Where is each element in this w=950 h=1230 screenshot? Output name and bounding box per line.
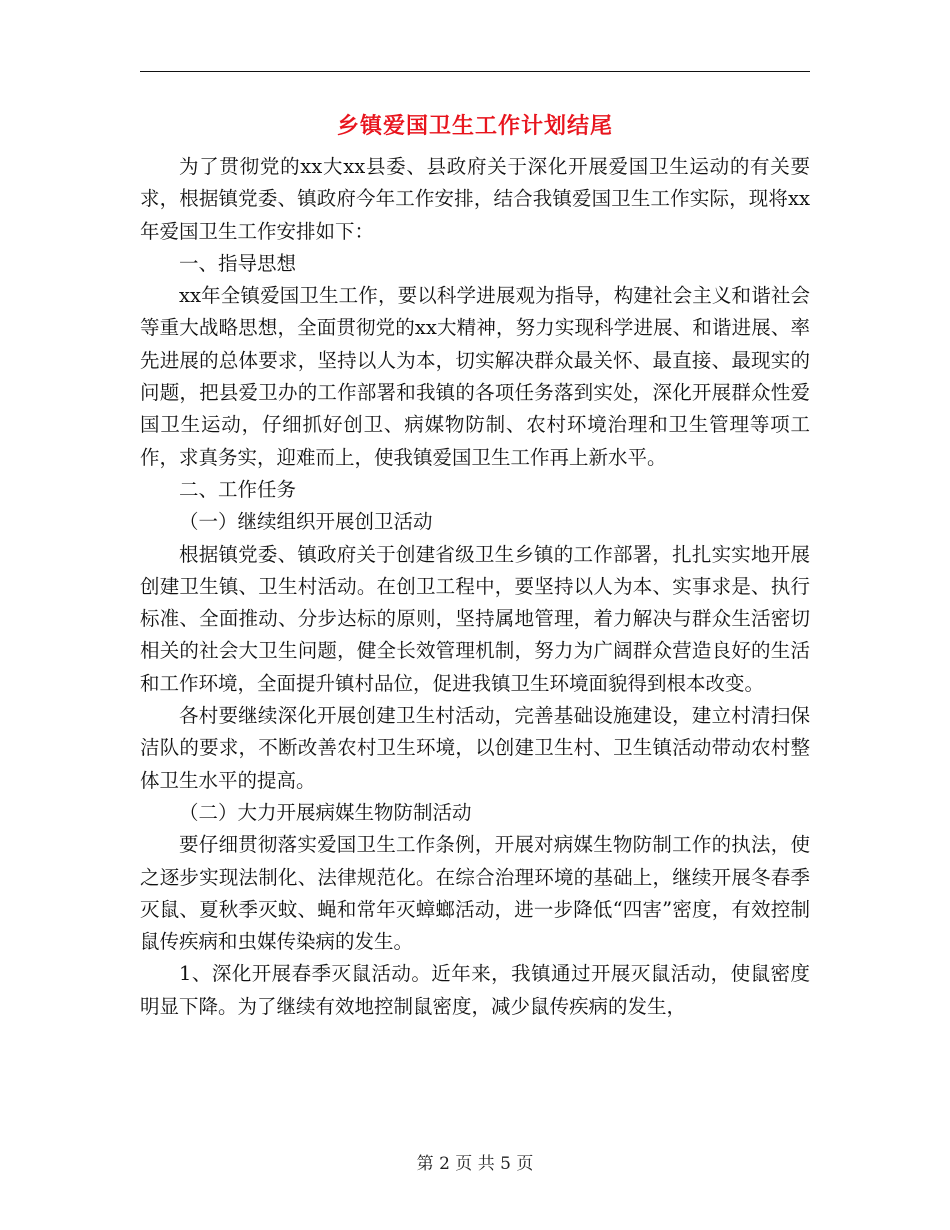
document-title: 乡镇爱国卫生工作计划结尾: [336, 113, 613, 139]
paragraph-village-campaign: 各村要继续深化开展创建卫生村活动，完善基础设施建设，建立村清扫保洁队的要求，不断改善农村卫生环境，以创建卫生村、卫生镇活动带动农村整体卫生水平的提高。: [140, 704, 810, 792]
subsection-heading-sanitation-campaign: （一）继续组织开展创卫活动: [179, 510, 433, 534]
paragraph-spring-rodent-control: 1、深化开展春季灭鼠活动。近年来，我镇通过开展灭鼠活动，使鼠密度明显下降。为了继续有效地控制鼠密度，减少鼠传疾病的发生，: [140, 962, 810, 1018]
page-footer: 第 2 页 共 5 页: [416, 1154, 534, 1174]
paragraph-intro: 为了贯彻党的xx大xx县委、县政府关于深化开展爱国卫生运动的有关要求，根据镇党委、镇政府今年工作安排，结合我镇爱国卫生工作实际，现将xx年爱国卫生工作安排如下：: [140, 155, 810, 243]
section-heading-guiding-ideology: 一、指导思想: [179, 251, 297, 275]
paragraph-guiding-ideology: xx年全镇爱国卫生工作，要以科学进展观为指导，构建社会主义和谐社会等重大战略思想，全面贯彻党的xx大精神，努力实现科学进展、和谐进展、率先进展的总体要求，坚持以人为本，切实解决群众最关怀、最直接、最现实的问题，把县爱卫办的工作部署和我镇的各项任务落到实处，深化开展群众性爱国卫生运动，仔细抓好创卫、病媒物防制、农村环境治理和卫生管理等项工作，求真务实，迎难而上，使我镇爱国卫生工作再上新水平。: [140, 284, 810, 469]
section-heading-work-tasks: 二、工作任务: [179, 477, 297, 501]
header-rule: [140, 71, 810, 72]
paragraph-sanitation-campaign: 根据镇党委、镇政府关于创建省级卫生乡镇的工作部署，扎扎实实地开展创建卫生镇、卫生村活动。在创卫工程中，要坚持以人为本、实事求是、执行标准、全面推动、分步达标的原则，坚持属地管理，着力解决与群众生活密切相关的社会大卫生问题，健全长效管理机制，努力为广阔群众营造良好的生活和工作环境，全面提升镇村品位，促进我镇卫生环境面貌得到根本改变。: [140, 542, 810, 695]
paragraph-vector-control: 要仔细贯彻落实爱国卫生工作条例，开展对病媒生物防制工作的执法，使之逐步实现法制化、法律规范化。在综合治理环境的基础上，继续开展冬春季灭鼠、夏秋季灭蚊、蝇和常年灭蟑螂活动，进一步降低“四害”密度，有效控制鼠传疾病和虫媒传染病的发生。: [140, 833, 810, 954]
document-body: [140, 151, 810, 1023]
subsection-heading-vector-control: （二）大力开展病媒生物防制活动: [179, 800, 472, 824]
